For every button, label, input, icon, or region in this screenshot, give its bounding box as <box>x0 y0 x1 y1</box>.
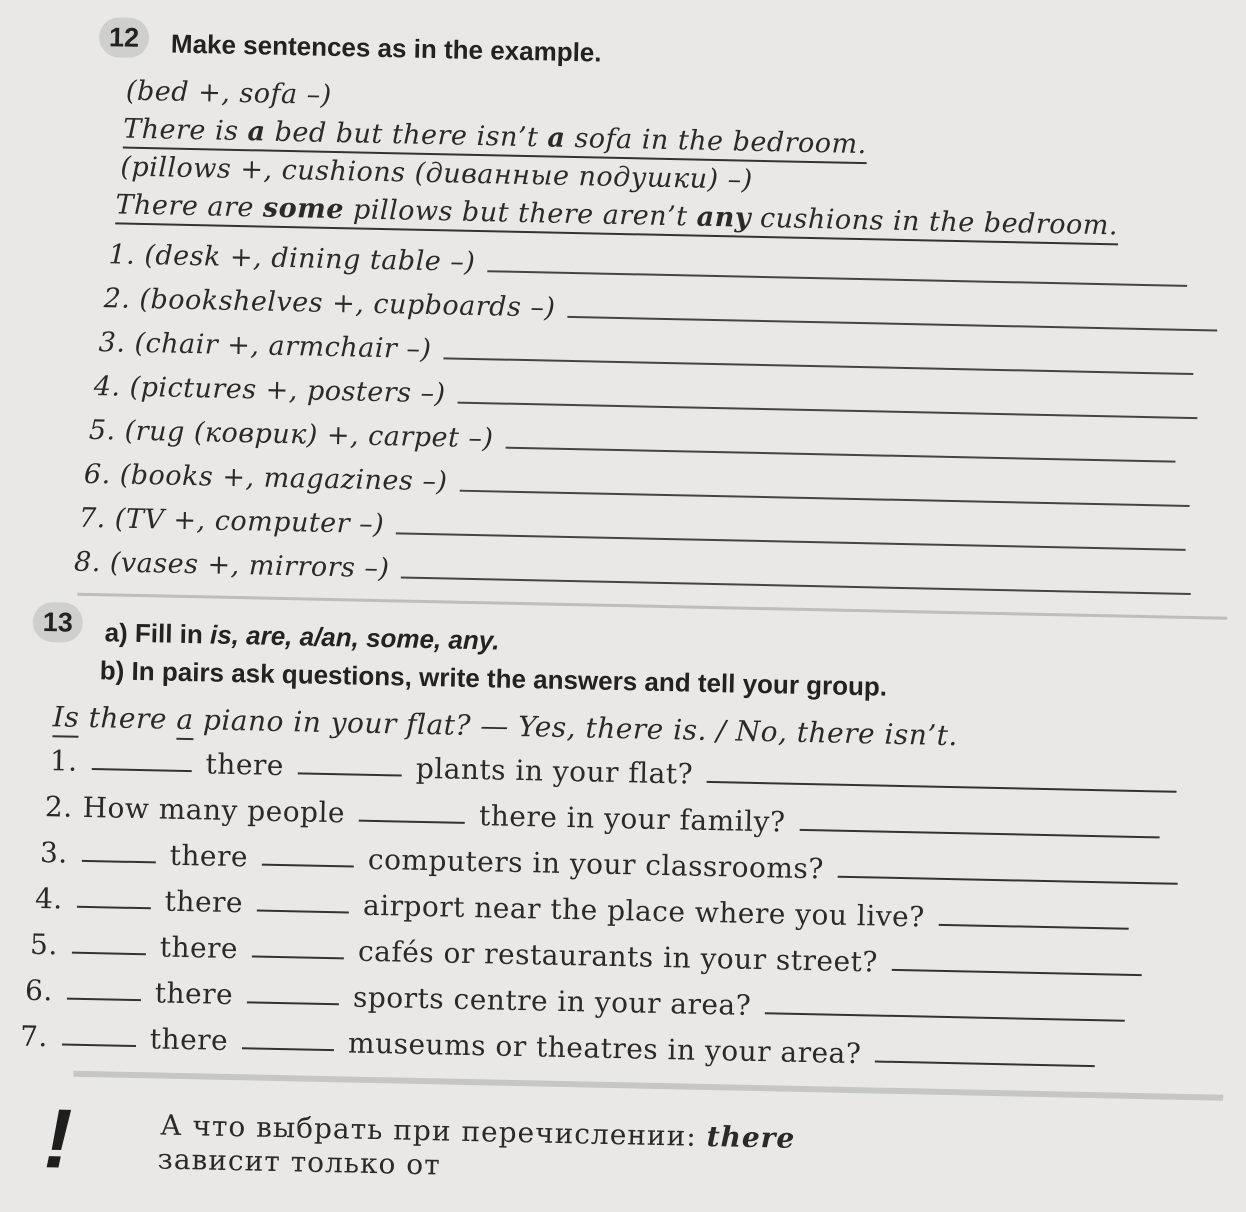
note-emphasis: there <box>706 1120 796 1155</box>
exercise-13-task-a <box>104 617 500 656</box>
question-there: there <box>159 930 239 966</box>
question-text: there in your family? <box>478 799 786 839</box>
ex13-example-part: piano in your flat? — Yes, there is. / No, there isn’t. <box>193 703 959 753</box>
question-text: plants in your flat? <box>415 751 694 791</box>
question-number: 1. <box>49 744 79 778</box>
example-1-prompt: (bed +, sofa –) <box>125 75 333 111</box>
answer-line[interactable] <box>459 488 1189 507</box>
blank-quantifier[interactable] <box>298 770 402 776</box>
ex13-example <box>53 700 959 752</box>
ex12-item-6 <box>84 459 1190 513</box>
ex13-example-verb: Is <box>52 700 79 738</box>
blank-quantifier[interactable] <box>242 1045 334 1051</box>
exercise-12-number <box>99 17 150 58</box>
exclamation-icon: ! <box>43 1091 74 1186</box>
answer-line[interactable] <box>938 922 1128 930</box>
example-2-answer-text <box>115 189 1118 245</box>
ex13-question-1 <box>50 744 1192 801</box>
question-there: there <box>164 884 244 920</box>
exercise-12-title: Make sentences as in the example. <box>170 28 602 68</box>
exercise-12-number-text: 12 <box>108 21 140 53</box>
answer-line[interactable] <box>707 779 1177 793</box>
question-text: museums or theatres in your area? <box>347 1026 862 1071</box>
ex13-example-part: there <box>78 700 177 736</box>
question-number: 6. <box>24 973 54 1008</box>
ex2-quantifier: any <box>696 201 752 234</box>
ex12-item-text: 5. (rug (коврик) +, carpet –) <box>88 414 494 455</box>
ex12-item-2 <box>103 283 1217 337</box>
answer-line[interactable] <box>443 355 1193 375</box>
question-number: 7. <box>19 1019 49 1054</box>
question-text: cafés or restaurants in your street? <box>357 934 879 979</box>
answer-line[interactable] <box>505 445 1175 463</box>
blank-verb[interactable] <box>62 1041 136 1047</box>
ex13-question-5 <box>30 928 1156 985</box>
ex13-question-3 <box>40 836 1192 893</box>
ex1-part: bed but there isn’t <box>265 116 548 154</box>
answer-line[interactable] <box>401 574 1191 595</box>
ex12-item-1 <box>108 239 1187 293</box>
ex12-item-5 <box>89 415 1176 469</box>
blank-verb[interactable] <box>91 766 191 772</box>
ex13-question-6 <box>25 974 1140 1030</box>
ex12-item-text: 7. (TV +, computer –) <box>78 502 385 541</box>
answer-line[interactable] <box>875 1059 1095 1068</box>
ex13-example-article: a <box>176 703 194 740</box>
answer-line[interactable] <box>396 530 1186 551</box>
note-text: А что выбрать при перечислении: <box>159 1108 708 1153</box>
answer-line[interactable] <box>567 314 1217 332</box>
ex12-item-3 <box>98 327 1193 381</box>
ex2-part: pillows but there aren’t <box>343 194 697 233</box>
question-text: computers in your classrooms? <box>367 842 825 886</box>
blank-verb[interactable] <box>359 818 465 824</box>
blank-verb[interactable] <box>67 996 141 1002</box>
note-line-2: зависит только от <box>157 1142 442 1182</box>
ex13-question-2 <box>45 790 1174 847</box>
note-divider <box>73 1071 1223 1101</box>
task-a-prefix: a) Fill in <box>104 617 211 650</box>
answer-line[interactable] <box>487 268 1187 287</box>
blank-quantifier[interactable] <box>262 862 354 868</box>
ex12-item-text: 3. (chair +, armchair –) <box>98 327 432 366</box>
question-number: 4. <box>34 881 64 916</box>
answer-line[interactable] <box>799 827 1159 839</box>
ex12-item-7 <box>79 503 1187 557</box>
answer-line[interactable] <box>892 967 1142 976</box>
ex2-part: There are <box>115 189 264 224</box>
blank-article[interactable] <box>247 999 339 1005</box>
exercise-13-number <box>32 602 83 643</box>
ex13-question-7 <box>20 1020 1110 1076</box>
question-text: sports centre in your area? <box>352 980 752 1022</box>
exercise-13-number-text: 13 <box>42 606 74 638</box>
example-2-prompt: (pillows +, cushions (диванные подушки) –) <box>120 151 753 196</box>
answer-line[interactable] <box>765 1010 1125 1022</box>
ex12-item-text: 6. (books +, magazines –) <box>83 458 448 498</box>
ex12-item-text: 4. (pictures +, posters –) <box>93 371 446 410</box>
ex13-question-4 <box>35 882 1143 938</box>
question-number: 5. <box>29 927 59 962</box>
question-there: there <box>205 747 285 783</box>
ex2-quantifier: some <box>262 192 345 226</box>
ex12-item-text: 2. (bookshelves +, cupboards –) <box>103 283 556 324</box>
ex12-item-text: 8. (vases +, mirrors –) <box>73 546 390 585</box>
question-there: there <box>169 838 249 874</box>
ex12-item-8 <box>74 547 1192 601</box>
ex12-item-4 <box>93 371 1197 425</box>
question-there: there <box>149 1022 229 1057</box>
ex1-article: a <box>247 116 266 148</box>
blank-verb[interactable] <box>77 904 151 910</box>
ex1-part: sofa in the bedroom. <box>565 122 868 161</box>
answer-line[interactable] <box>838 874 1178 885</box>
question-there: there <box>154 976 234 1012</box>
example-2-answer <box>115 189 1118 241</box>
ex1-article: a <box>547 122 566 154</box>
blank-quantifier[interactable] <box>252 953 344 959</box>
blank-verb[interactable] <box>82 858 156 864</box>
answer-line[interactable] <box>457 400 1197 419</box>
task-a-words: is, are, a/an, some, any. <box>209 619 500 656</box>
question-text: airport near the place where you live? <box>362 888 926 934</box>
blank-verb[interactable] <box>72 950 146 956</box>
question-number: 3. <box>39 835 69 870</box>
question-number: 2. <box>44 790 74 824</box>
blank-article[interactable] <box>257 908 349 914</box>
ex2-part: cushions in the bedroom. <box>750 202 1119 242</box>
ex12-item-text: 1. (desk +, dining table –) <box>108 239 476 278</box>
question-prefix: How many people <box>82 790 346 830</box>
exercise-13-task-b: b) In pairs ask questions, write the answers and tell your group. <box>99 655 888 702</box>
ex1-part: There is <box>122 113 248 148</box>
